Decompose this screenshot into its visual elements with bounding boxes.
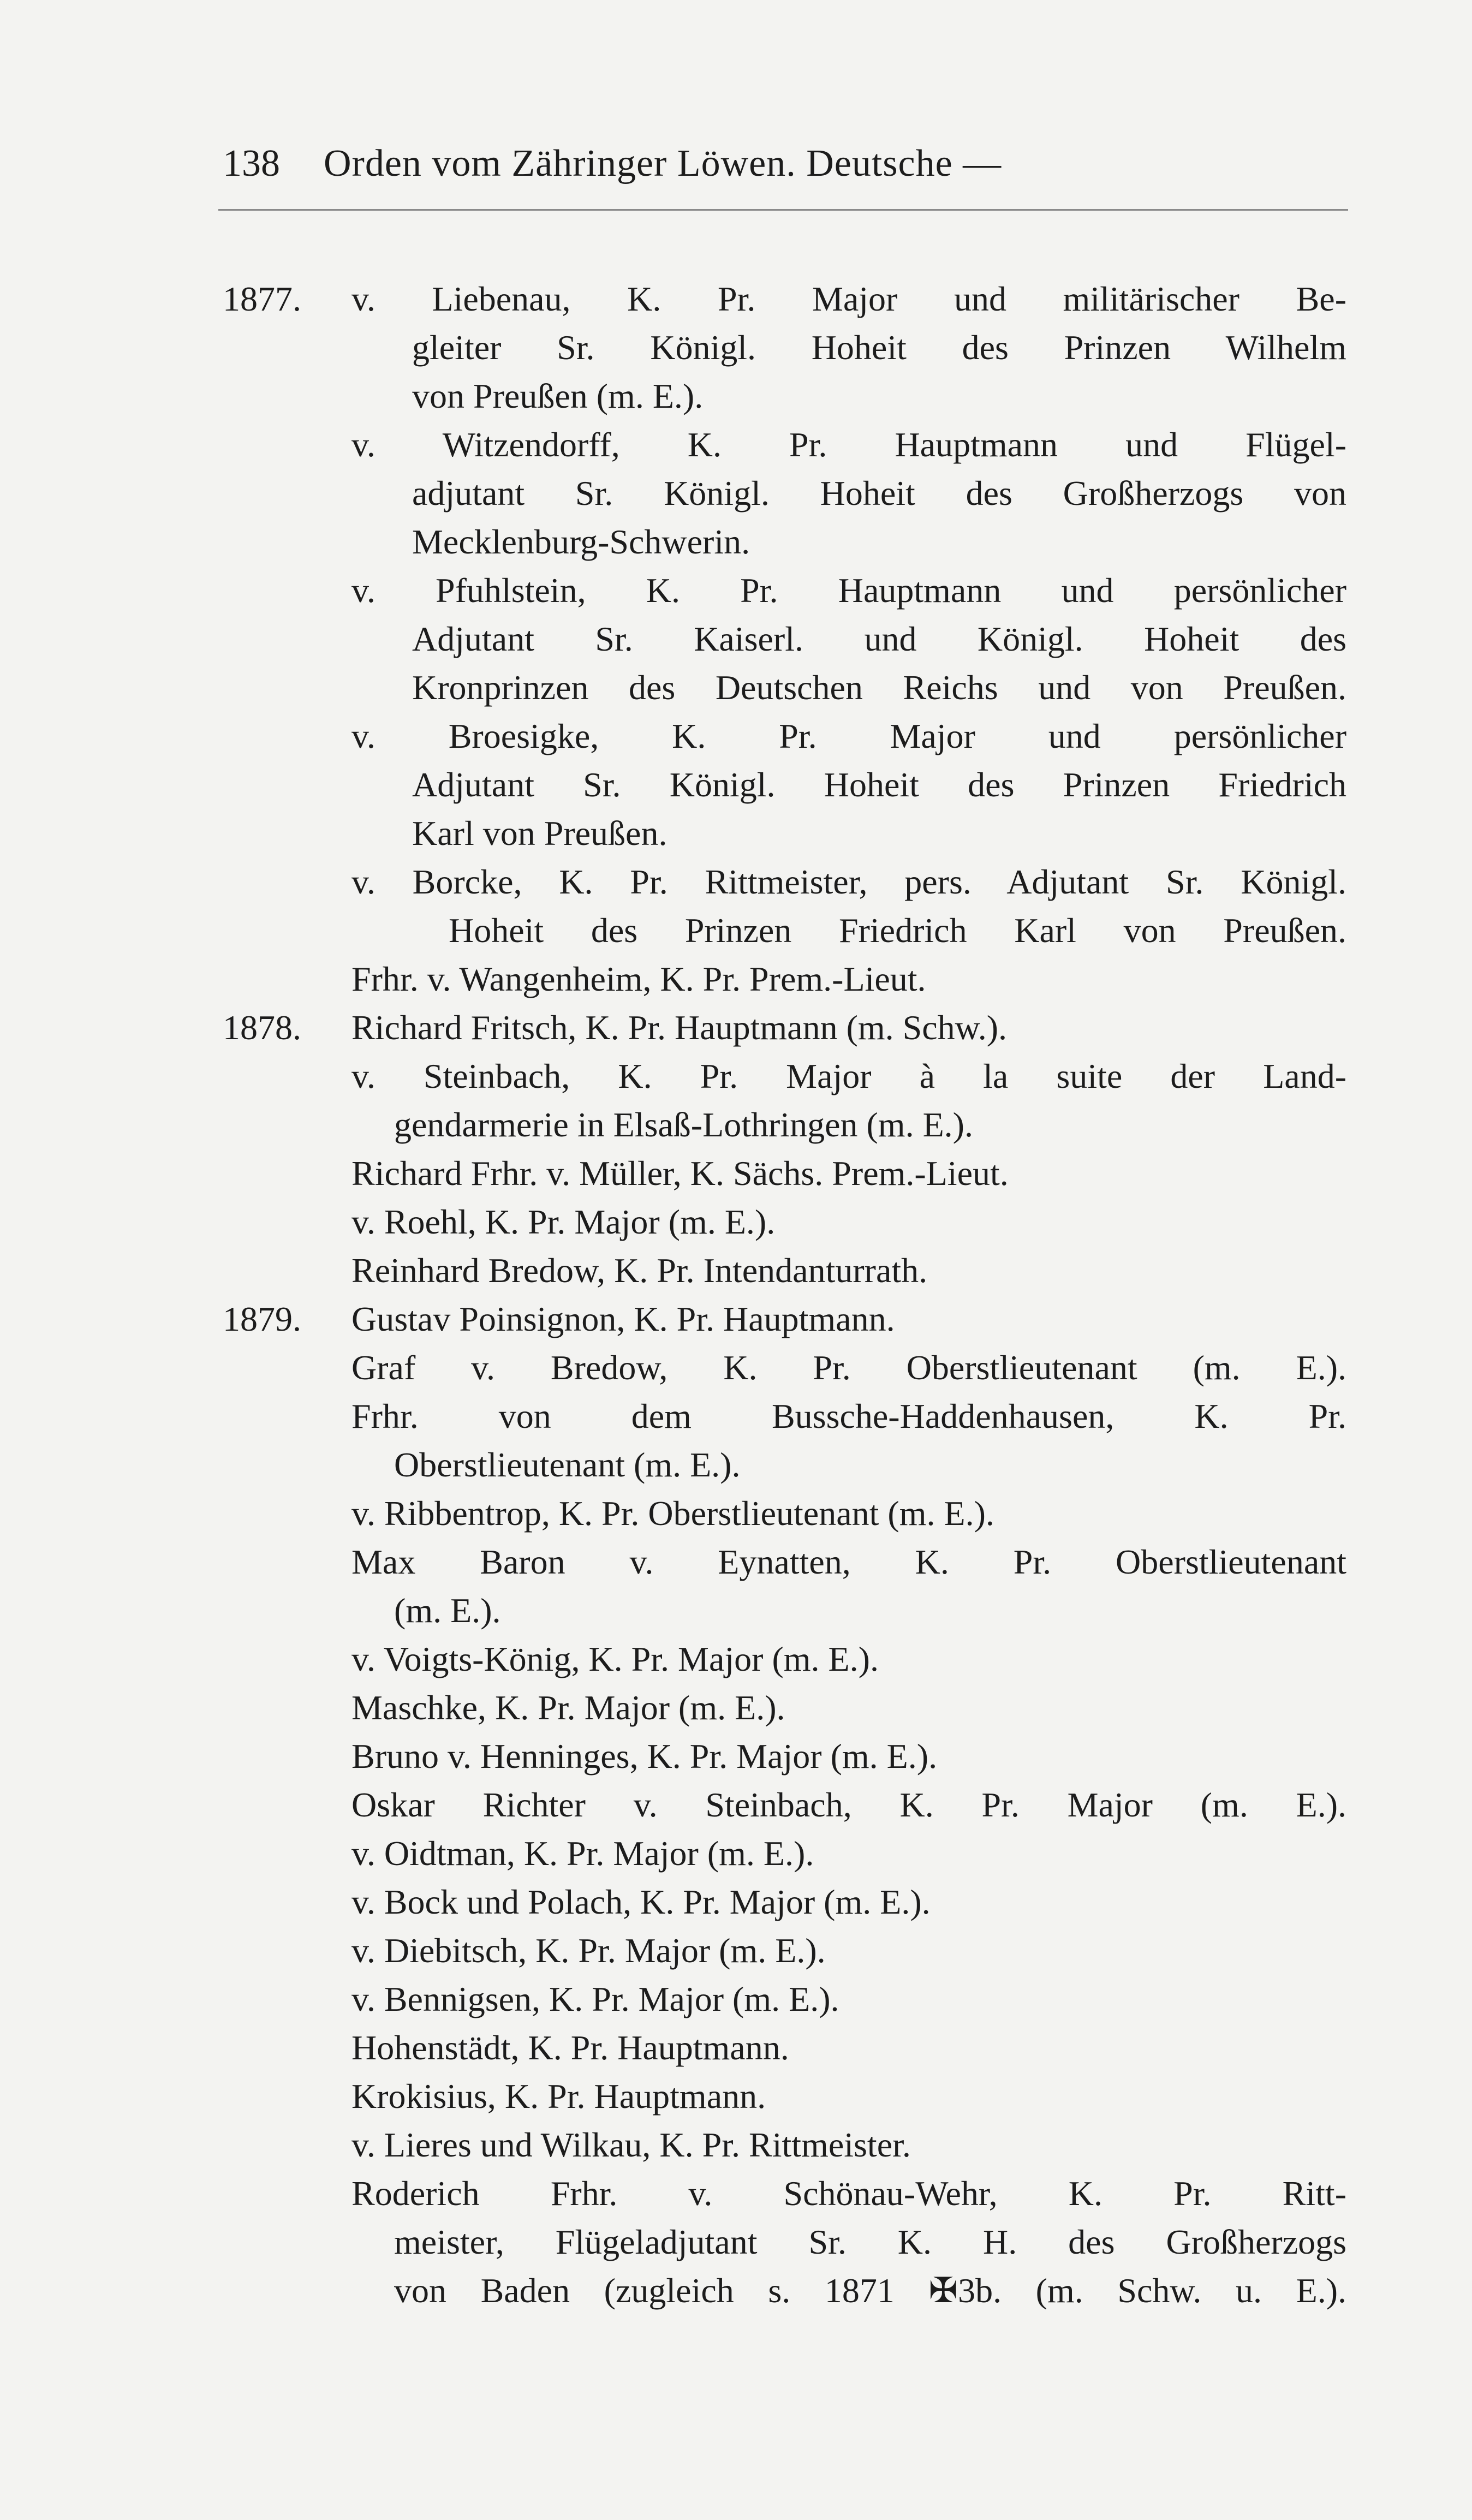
list-line (0, 1198, 1472, 1246)
header-rule (218, 209, 1348, 211)
entry-text: von Preußen (m. E.). (412, 377, 704, 415)
entry-text: Max Baron v. Eynatten, K. Pr. Oberstlieutenant (351, 1542, 1346, 1581)
list-line (0, 615, 1472, 663)
list-line (0, 2072, 1472, 2120)
list-line (0, 1246, 1472, 1295)
entry-text: Adjutant Sr. Kaiserl. und Königl. Hoheit des (412, 619, 1346, 658)
list-line (0, 1635, 1472, 1683)
entry-text: Richard Frhr. v. Müller, K. Sächs. Prem.-Lieut. (351, 1154, 1009, 1193)
list-line (0, 1489, 1472, 1538)
entry-text: v. Diebitsch, K. Pr. Major (m. E.). (351, 1931, 826, 1970)
entry-text: Adjutant Sr. Königl. Hoheit des Prinzen Friedrich (412, 765, 1346, 804)
list-line (0, 1003, 1472, 1052)
year-label: 1879. (223, 1300, 301, 1338)
year-label: 1878. (223, 1008, 301, 1047)
list-line (0, 275, 1472, 323)
entry-text: v. Pfuhlstein, K. Pr. Hauptmann und persönlicher (351, 571, 1346, 610)
entry-text: Hoheit des Prinzen Friedrich Karl von Preußen. (449, 911, 1346, 950)
list-line (0, 566, 1472, 615)
entry-text: adjutant Sr. Königl. Hoheit des Großherzogs von (412, 474, 1346, 513)
entry-text: v. Steinbach, K. Pr. Major à la suite der Land- (351, 1057, 1346, 1095)
entry-text: Maschke, K. Pr. Major (m. E.). (351, 1688, 785, 1727)
list-line (0, 1538, 1472, 1586)
entry-text: Karl von Preußen. (412, 814, 668, 853)
list-line (0, 1878, 1472, 1926)
entry-text: gleiter Sr. Königl. Hoheit des Prinzen Wilhelm (412, 328, 1346, 367)
entry-text: Mecklenburg-Schwerin. (412, 522, 750, 561)
list-line (0, 712, 1472, 760)
entry-text: v. Witzendorff, K. Pr. Hauptmann und Flügel- (351, 425, 1346, 464)
entry-text: v. Roehl, K. Pr. Major (m. E.). (351, 1202, 776, 1241)
entry-text: Oberstlieutenant (m. E.). (394, 1445, 741, 1484)
entry-text: v. Ribbentrop, K. Pr. Oberstlieutenant (m. E.). (351, 1494, 994, 1533)
list-line (0, 323, 1472, 372)
list-line (0, 420, 1472, 469)
list-line (0, 1683, 1472, 1732)
list-line (0, 517, 1472, 566)
list-line (0, 760, 1472, 809)
entry-text: Kronprinzen des Deutschen Reichs und von Preußen. (412, 668, 1346, 707)
list-line (0, 469, 1472, 517)
list-line (0, 809, 1472, 857)
entry-text: Frhr. von dem Bussche-Haddenhausen, K. Pr. (351, 1397, 1346, 1435)
list-line (0, 955, 1472, 1003)
list-line (0, 2169, 1472, 2218)
entry-text: v. Broesigke, K. Pr. Major und persönlicher (351, 717, 1346, 755)
entry-text: Graf v. Bredow, K. Pr. Oberstlieutenant (m. E.). (351, 1348, 1346, 1387)
list-line (0, 1780, 1472, 1829)
entry-text: v. Voigts-König, K. Pr. Major (m. E.). (351, 1640, 879, 1678)
list-line (0, 1343, 1472, 1392)
running-header (223, 136, 1347, 191)
list-line (0, 1149, 1472, 1198)
entry-text: Reinhard Bredow, K. Pr. Intendanturrath. (351, 1251, 928, 1290)
page-number: 138 (223, 142, 280, 184)
list-line (0, 857, 1472, 906)
list-line (0, 1392, 1472, 1440)
entry-text: Bruno v. Henninges, K. Pr. Major (m. E.). (351, 1737, 938, 1776)
entry-text: Richard Fritsch, K. Pr. Hauptmann (m. Schw.). (351, 1008, 1008, 1047)
list-line (0, 1052, 1472, 1100)
entry-text: Roderich Frhr. v. Schönau-Wehr, K. Pr. Ritt- (351, 2174, 1346, 2213)
list-line (0, 1586, 1472, 1635)
entry-text: v. Bock und Polach, K. Pr. Major (m. E.). (351, 1882, 931, 1921)
list-line (0, 2023, 1472, 2072)
list-line (0, 1975, 1472, 2023)
entry-text: v. Lieres und Wilkau, K. Pr. Rittmeister. (351, 2125, 911, 2164)
entry-text: Krokisius, K. Pr. Hauptmann. (351, 2077, 766, 2116)
entry-text: meister, Flügeladjutant Sr. K. H. des Großherzogs (394, 2223, 1346, 2261)
entry-text: v. Borcke, K. Pr. Rittmeister, pers. Adjutant Sr. Königl. (351, 862, 1346, 901)
list-line (0, 372, 1472, 420)
list-line (0, 2120, 1472, 2169)
list-line (0, 1926, 1472, 1975)
entry-text: v. Bennigsen, K. Pr. Major (m. E.). (351, 1980, 839, 2018)
list-line (0, 2266, 1472, 2315)
running-title: Orden vom Zähringer Löwen. Deutsche — (324, 142, 1002, 184)
entry-text: (m. E.). (394, 1591, 501, 1630)
list-line (0, 906, 1472, 955)
entry-text: Oskar Richter v. Steinbach, K. Pr. Major (m. E.). (351, 1785, 1346, 1824)
list-line (0, 1732, 1472, 1780)
entry-text: v. Liebenau, K. Pr. Major und militärischer Be- (351, 279, 1346, 318)
entry-text: gendarmerie in Elsaß-Lothringen (m. E.). (394, 1105, 973, 1144)
list-line (0, 1829, 1472, 1878)
list-line (0, 1440, 1472, 1489)
entry-text: v. Oidtman, K. Pr. Major (m. E.). (351, 1834, 814, 1873)
entry-text: Hohenstädt, K. Pr. Hauptmann. (351, 2028, 789, 2067)
entry-text: von Baden (zugleich s. 1871 ✠3b. (m. Schw. u. E.). (394, 2271, 1346, 2310)
entry-text: Frhr. v. Wangenheim, K. Pr. Prem.-Lieut. (351, 960, 926, 998)
list-line (0, 663, 1472, 712)
entry-text: Gustav Poinsignon, K. Pr. Hauptmann. (351, 1300, 895, 1338)
entry-list (0, 275, 1472, 2315)
list-line (0, 1295, 1472, 1343)
list-line (0, 1100, 1472, 1149)
year-label: 1877. (223, 279, 301, 318)
list-line (0, 2218, 1472, 2266)
